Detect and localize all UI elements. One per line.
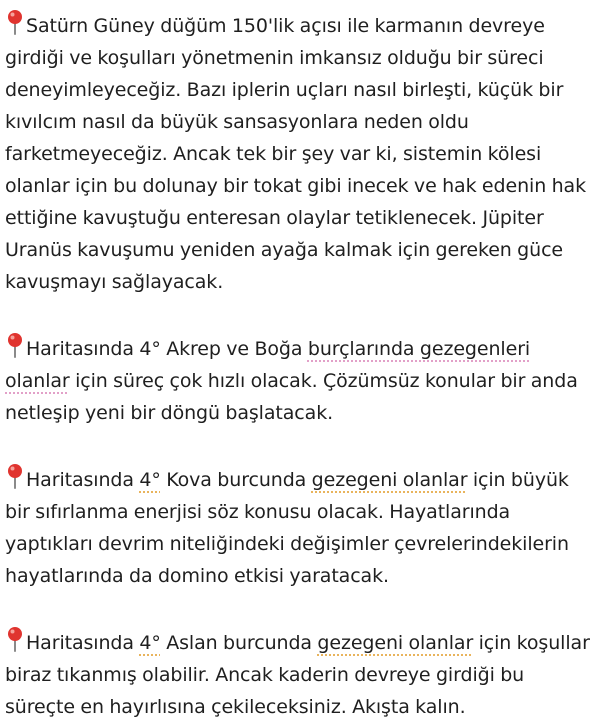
round-pushpin-icon <box>5 626 25 652</box>
spellcheck-underlined-text[interactable]: burçlarında gezegenleri olanlar <box>5 338 531 392</box>
grammar-underlined-text[interactable]: gezegeni olanlar <box>311 469 468 491</box>
paragraph-text: Haritasında <box>26 469 140 491</box>
round-pushpin-icon <box>5 332 25 358</box>
paragraph-akrep-boga <box>5 332 596 429</box>
paragraph-intro <box>5 9 596 298</box>
round-pushpin-icon <box>5 9 25 35</box>
paragraph-text: Aslan burcunda <box>160 632 318 654</box>
paragraph-aslan <box>5 626 596 723</box>
paragraph-text: Kova burcunda <box>160 469 312 491</box>
grammar-underlined-text[interactable]: gezegeni olanlar <box>317 632 474 654</box>
paragraph-text: için koşullar biraz tıkanmış olabilir. Ancak kaderin devreye girdiği bu süreçte en hayırlısına çekileceksiniz. Akışta kalın. <box>5 632 590 718</box>
grammar-underlined-text[interactable]: 4° <box>139 469 161 491</box>
round-pushpin-icon <box>5 463 25 489</box>
paragraph-kova <box>5 463 596 592</box>
paragraph-text: Satürn Güney düğüm 150'lik açısı ile karmanın devreye girdiği ve koşulları yönetmenin imkansız olduğu bir süreci deneyimleyeceğiz. Bazı iplerin uçları nasıl birleşti, küçük bir kıvılcım nasıl da büyük sansasyonlara neden oldu farketmeyeceğiz. Ancak tek bir şey var ki, sistemin kölesi olanlar için bu dolunay bir tokat gibi inecek ve hak edenin hak ettiğine kavuştuğu enteresan olaylar tetiklenecek. Jüpiter Uranüs kavuşumu yeniden ayağa kalmak için gereken güce kavuşmayı sağlayacak. <box>5 15 586 293</box>
paragraph-text: için süreç çok hızlı olacak. Çözümsüz konular bir anda netleşip yeni bir döngü başlatacak. <box>5 370 578 424</box>
paragraph-text: Haritasında <box>26 632 140 654</box>
grammar-underlined-text[interactable]: 4° <box>139 632 161 654</box>
paragraph-text: Haritasında 4° Akrep ve Boğa <box>26 338 308 360</box>
paragraph-text: için büyük bir sıfırlanma enerjisi söz konusu olacak. Hayatlarında yaptıkları devrim niteliğindeki değişimler çevrelerindekilerin hayatlarında da domino etkisi yaratacak. <box>5 469 569 587</box>
